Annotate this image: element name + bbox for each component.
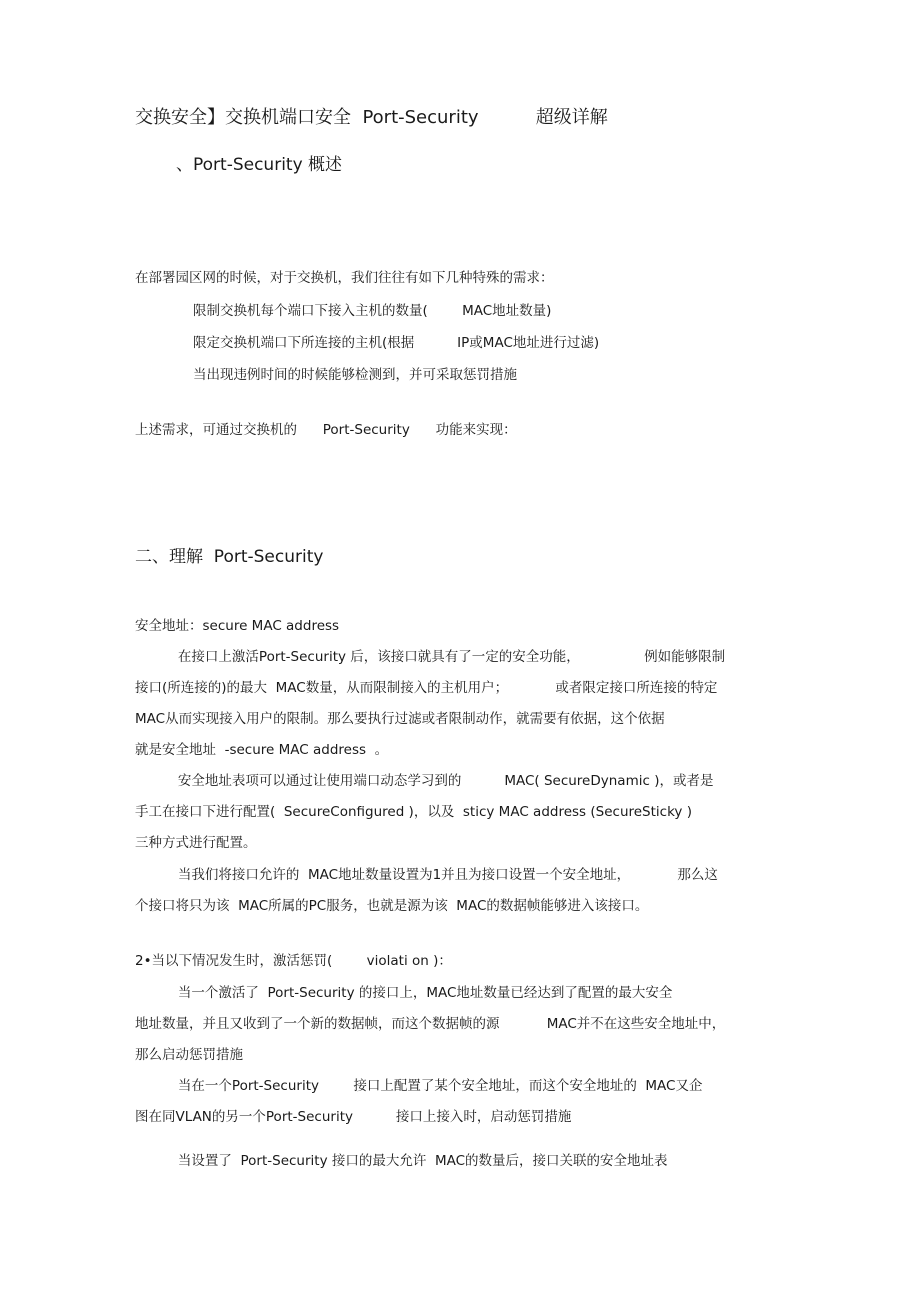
list-item: 当出现违例时间的时候能够检测到，并可采取惩罚措施 (193, 367, 517, 383)
page-title: 交换安全】交换机端口安全 Port-Security 超级详解 (135, 107, 608, 128)
paragraph-line: 当我们将接口允许的 MAC地址数量设置为1并且为接口设置一个安全地址， 那么这 (135, 867, 718, 883)
section-heading: 二、理解 Port-Security (135, 547, 324, 567)
section-heading: 、Port-Security 概述 (176, 155, 343, 175)
section-heading-small: 2•当以下情况发生时，激活惩罚( violati on )： (135, 953, 452, 969)
paragraph-line: 就是安全地址 -secure MAC address 。 (135, 742, 389, 758)
paragraph-line: MAC从而实现接入用户的限制。那么要执行过滤或者限制动作，就需要有依据，这个依据 (135, 711, 665, 727)
paragraph-line: 在接口上激活Port-Security 后，该接口就具有了一定的安全功能， 例如能够限制 (135, 649, 726, 665)
list-item: 限定交换机端口下所连接的主机(根据 IP或MAC地址进行过滤) (193, 335, 600, 351)
paragraph-line: 当在一个Port-Security 接口上配置了某个安全地址，而这个安全地址的 MAC又企 (135, 1078, 703, 1094)
paragraph-line: 那么启动惩罚措施 (135, 1047, 243, 1063)
paragraph-line: 手工在接口下进行配置( SecureConfigured )，以及 sticy MAC address (SecureSticky ) (135, 804, 692, 820)
paragraph-line: 图在同VLAN的另一个Port-Security 接口上接入时，启动惩罚措施 (135, 1109, 572, 1125)
paragraph-line: 个接口将只为该 MAC所属的PC服务，也就是源为该 MAC的数据帧能够进入该接口。 (135, 898, 649, 914)
paragraph-line: 上述需求，可通过交换机的 Port-Security 功能来实现： (135, 422, 517, 438)
paragraph-line: 当一个激活了 Port-Security 的接口上，MAC地址数量已经达到了配置的最大安全 (135, 985, 673, 1001)
paragraph-line: 安全地址表项可以通过让使用端口动态学习到的 MAC( SecureDynamic )，或者是 (135, 773, 714, 789)
paragraph-line: 三种方式进行配置。 (135, 835, 257, 851)
paragraph-line: 在部署园区网的时候，对于交换机，我们往往有如下几种特殊的需求： (135, 270, 554, 286)
list-item: 限制交换机每个端口下接入主机的数量( MAC地址数量) (193, 303, 552, 319)
paragraph-line: 接口(所连接的)的最大 MAC数量，从而限制接入的主机用户； 或者限定接口所连接的特定 (135, 680, 718, 696)
paragraph-line: 地址数量，并且又收到了一个新的数据帧，而这个数据帧的源 MAC并不在这些安全地址中， (135, 1016, 726, 1032)
paragraph-line: 当设置了 Port-Security 接口的最大允许 MAC的数量后，接口关联的安全地址表 (135, 1153, 668, 1169)
sub-heading: 安全地址：secure MAC address (135, 618, 340, 634)
